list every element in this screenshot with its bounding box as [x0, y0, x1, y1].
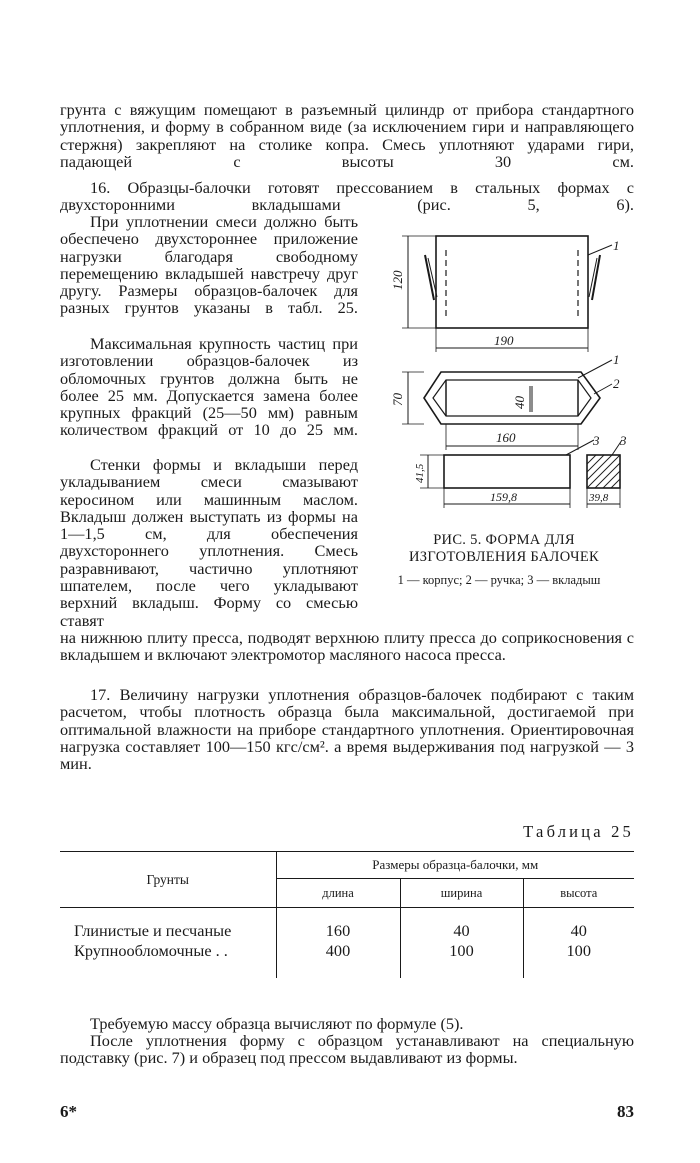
- dim-190: 190: [494, 333, 514, 348]
- signature-mark: 6*: [60, 1102, 77, 1121]
- callout-3-section: 3: [620, 433, 627, 448]
- paragraph-17: 17. Величину нагрузки уплотнения образцов-балочек подбирают с таким расчетом, чтобы плотность образца была максимальной, достигаемой при оптимальной влажности на приборе стандартного уплотнения. Ориентировочная нагрузка составляет 100—150 кгс/см². а время выдерживания под нагрузкой — 3 мин.: [60, 685, 634, 774]
- paragraph-form-walls-cont: на нижнюю плиту пресса, подводят верхнюю плиту пресса до соприкосновения с вкладышем и включают электромотор масляного насоса пресса.: [60, 628, 634, 665]
- paragraph-particle-size: Максимальная крупность частиц при изготовлении образцов-балочек из обломочных грунтов должна быть не более 25 мм. Допускается замена более крупных фракций (25—50 мм) равным количеством фракций от 10 до 25 мм.: [60, 334, 358, 440]
- callout-2: 2: [613, 376, 620, 391]
- row-width: 100: [400, 941, 523, 978]
- paragraph-continuation: грунта с вяжущим помещают в разъемный цилиндр от прибора стандартного уплотнения, и форму в собранном виде (за исключением гири и направляющего стержня) закрепляют на столике копра. Смесь уплотняют ударами гири, падающей с высоты 30 см.: [60, 100, 634, 171]
- callout-1-top: 1: [613, 238, 620, 253]
- dim-41-5: 41,5: [414, 463, 426, 483]
- dim-70: 70: [390, 393, 405, 406]
- row-soil-name: Глинистые и песчаные: [60, 908, 276, 942]
- page-number: 83: [617, 1102, 634, 1121]
- paragraph-extraction: После уплотнения форму с образцом устанавливают на специальную подставку (рис. 7) и образец под прессом выдавливают из формы.: [60, 1031, 634, 1068]
- figure-caption: РИС. 5. ФОРМА ДЛЯ ИЗГОТОВЛЕНИЯ БАЛОЧЕК: [409, 532, 599, 565]
- figure-mold-drawing: [378, 218, 640, 518]
- table-title: Таблица 25: [523, 822, 634, 841]
- paragraph-loading: При уплотнении смеси должно быть обеспечено двухстороннее приложение нагрузки благодаря свободному перемещению вкладышей навстречу друг другу. Размеры образцов-балочек для разных грунтов указаны в табл. 25.: [60, 212, 358, 318]
- callout-1-middle: 1: [613, 352, 620, 367]
- dim-159-8: 159,8: [490, 490, 517, 504]
- header-width: ширина: [400, 879, 523, 908]
- table-25: [60, 851, 634, 978]
- dim-40: 40: [512, 396, 527, 409]
- paragraph-form-walls: Стенки формы и вкладыши перед укладыванием смеси смазывают керосином или машинным маслом. Вкладыш должен выступать из формы на 1—1,5 см, для обеспечения двухстороннего уплотнения. Смесь разравнивают, частично уплотняют шпателем, после чего укладывают верхний вкладыш. Форму со смесью ставят: [60, 455, 358, 630]
- header-length: длина: [276, 879, 400, 908]
- dim-39-8: 39,8: [589, 492, 609, 504]
- row-height: 40: [570, 921, 587, 940]
- header-height: высота: [523, 879, 634, 908]
- callout-3-side: 3: [593, 433, 600, 448]
- figure-legend: 1 — корпус; 2 — ручка; 3 — вкладыш: [397, 573, 601, 587]
- row-length: 400: [276, 941, 400, 978]
- dim-160: 160: [496, 430, 516, 445]
- paragraph-mass: Требуемую массу образца вычисляют по формуле (5).: [90, 1014, 464, 1033]
- row-height: 100: [566, 941, 591, 960]
- header-soil: Грунты: [60, 852, 276, 908]
- row-soil-name: Крупнообломочные . .: [60, 941, 276, 978]
- table-row: [60, 908, 634, 942]
- table-row: [60, 941, 634, 978]
- row-width: 40: [400, 908, 523, 942]
- row-length: 160: [276, 908, 400, 942]
- dim-120: 120: [390, 270, 405, 290]
- header-dimensions: Размеры образца-балочки, мм: [276, 852, 634, 879]
- paragraph-16: 16. Образцы-балочки готовят прессованием в стальных формах с двухсторонними вкладышами (рис. 5, 6).: [60, 178, 634, 215]
